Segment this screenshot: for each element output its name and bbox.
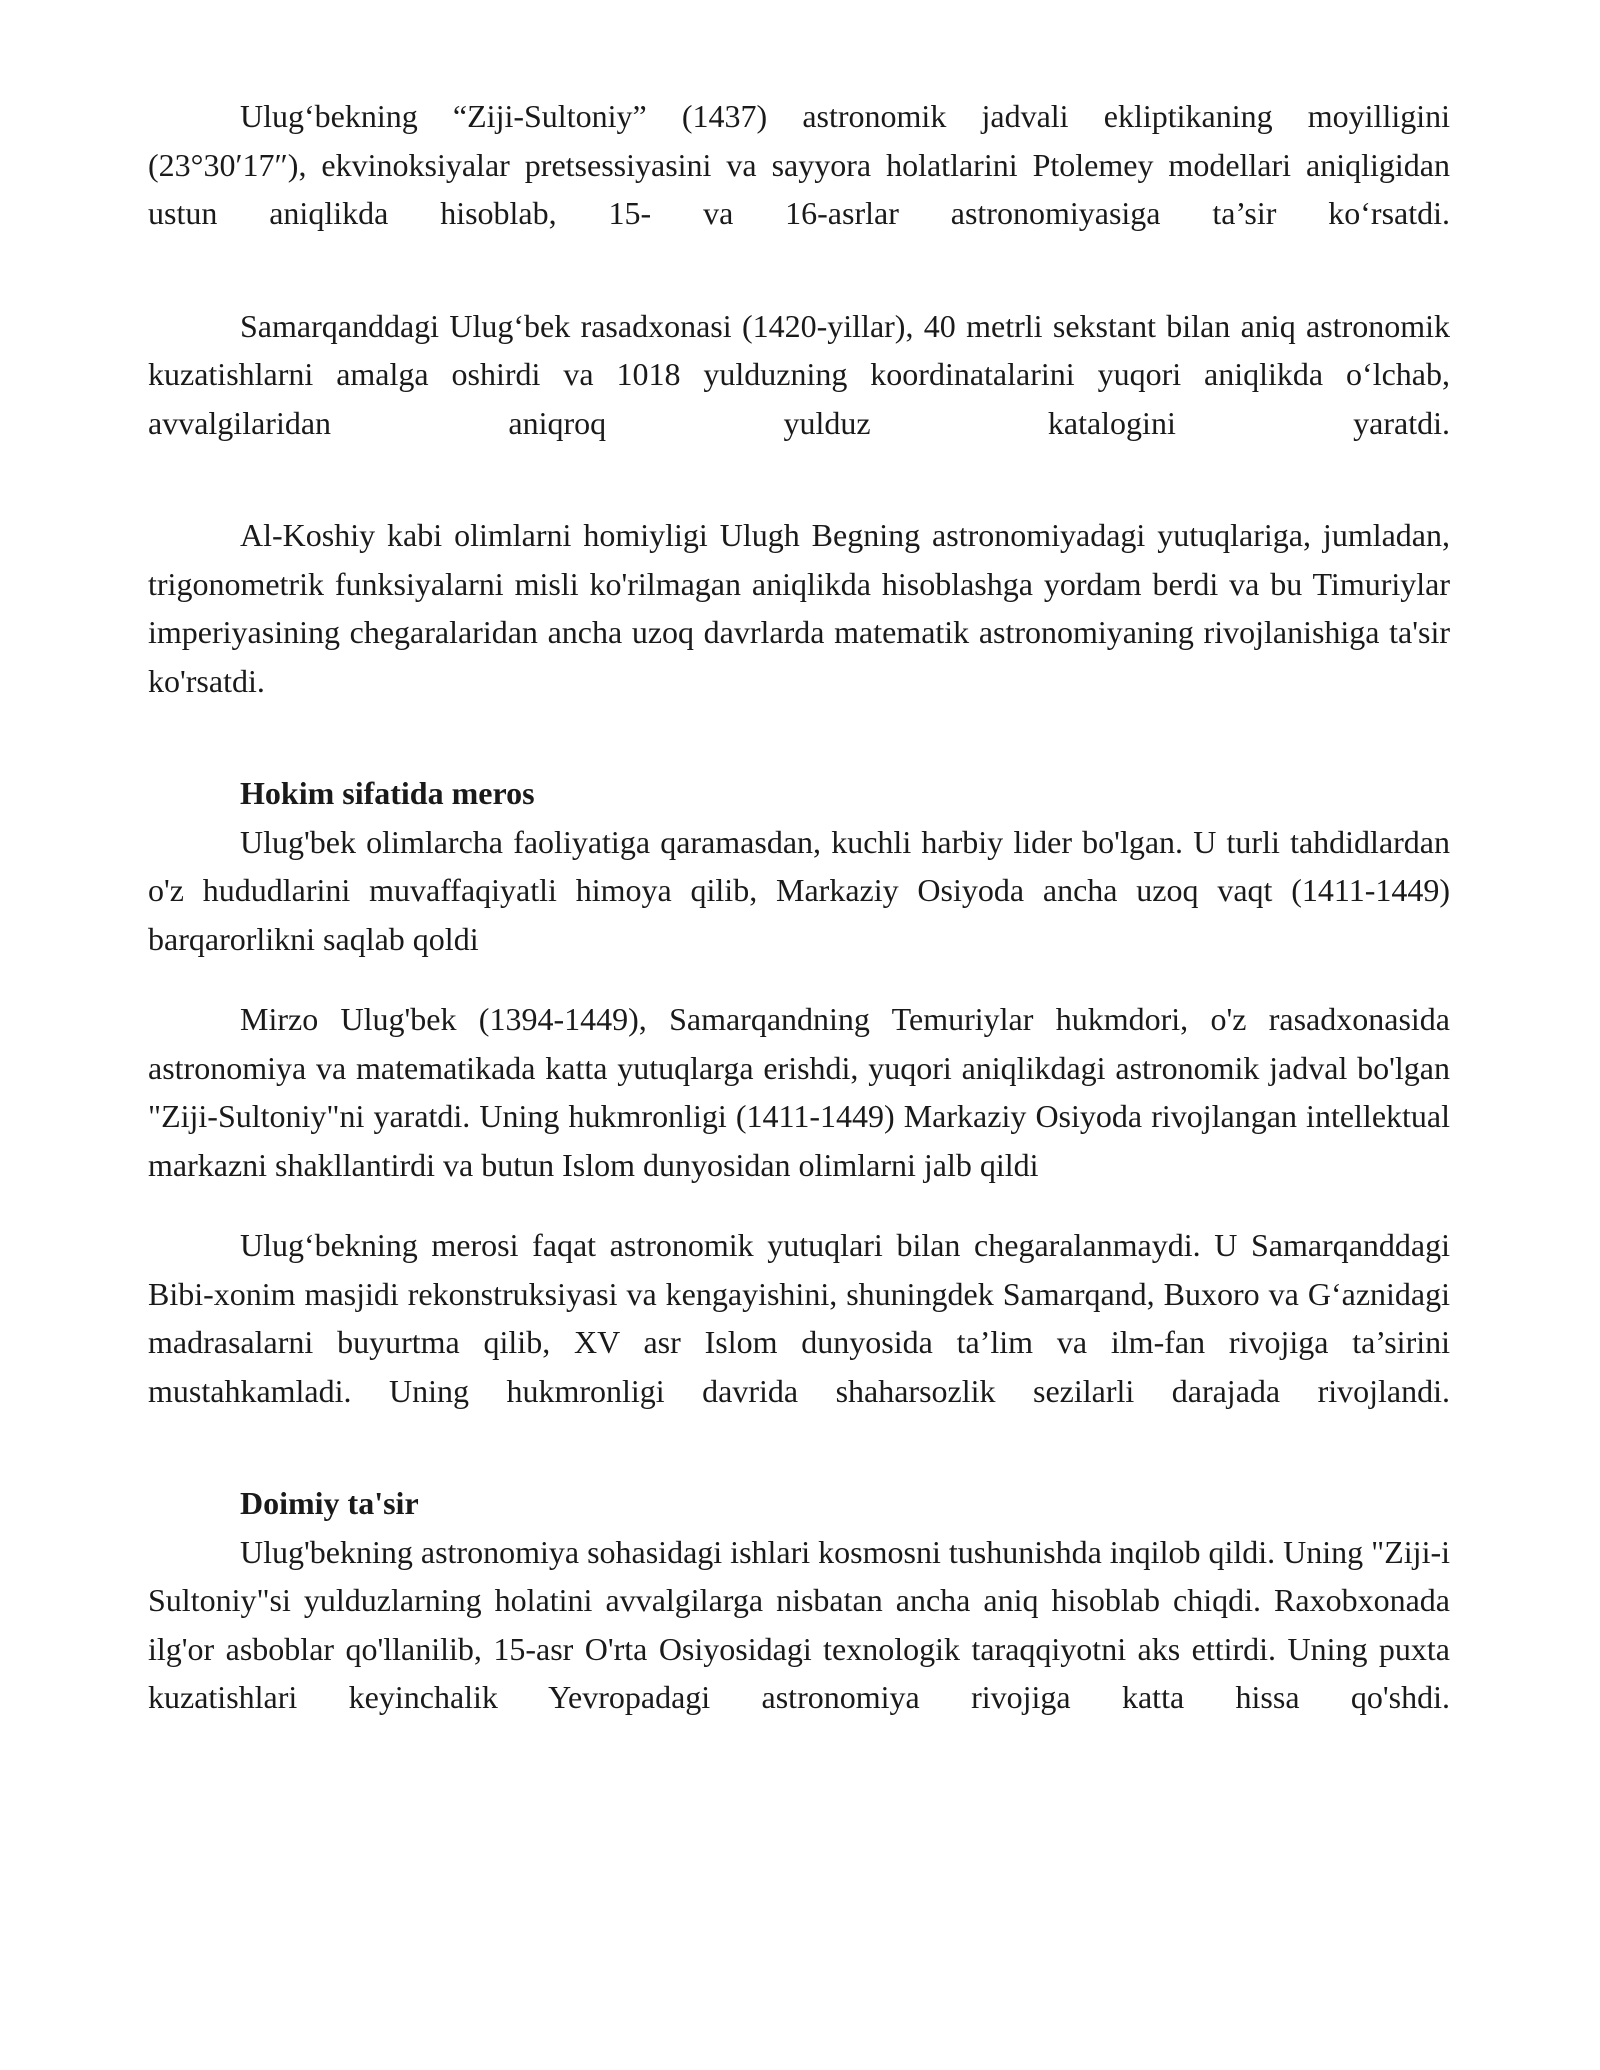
section-heading-lasting-impact: Doimiy ta'sir bbox=[240, 1485, 419, 1521]
paragraph-gap bbox=[148, 1415, 1450, 1479]
paragraph-observatory: Samarqanddagi Ulug‘bek rasadxonasi (1420-yillar), 40 metrli sekstant bilan aniq astronomik kuzatishlarni amalga oshirdi va 1018 yulduzning koordinatalarini yuqori aniqlikda o‘lchab, avvalgilaridan aniqroq yulduz katalogini yaratdi. bbox=[148, 307, 1450, 441]
paragraph-gap bbox=[148, 705, 1450, 769]
section-heading-ruler-legacy: Hokim sifatida meros bbox=[240, 775, 535, 811]
document-page bbox=[148, 92, 1450, 1722]
paragraph-zij-sultoniy: Ulug‘bekning “Ziji-Sultoniy” (1437) astronomik jadvali ekliptikaning moyilligini (23°30′17″), ekvinoksiyalar pretsessiyasini va sayyora holatlarini Ptolemey modellari aniqligidan ustun aniqlikda hisoblab, 15- va 16-asrlar astronomiyasiga ta’sir ko‘rsatdi. bbox=[148, 98, 1450, 231]
paragraph-gap bbox=[148, 447, 1450, 511]
paragraph-gap bbox=[148, 963, 1450, 995]
paragraph-military-leader: Ulug'bek olimlarcha faoliyatiga qaramasdan, kuchli harbiy lider bo'lgan. U turli tahdidlardan o'z hududlarini muvaffaqiyatli himoya qilib, Markaziy Osiyoda ancha uzoq vaqt (1411-1449) barqarorlikni saqlab qoldi bbox=[148, 823, 1450, 957]
paragraph-mirzo-ulugbek: Mirzo Ulug'bek (1394-1449), Samarqandning Temuriylar hukmdori, o'z rasadxonasida astronomiya va matematikada katta yutuqlarga erishdi, yuqori aniqlikdagi astronomik jadval bo'lgan "Ziji-Sultoniy"ni yaratdi. Uning hukmronligi (1411-1449) Markaziy Osiyoda rivojlangan intellektual markazni shakllantirdi va butun Islom dunyosidan olimlarni jalb qildi bbox=[148, 1001, 1450, 1183]
paragraph-legacy-architecture: Ulug‘bekning merosi faqat astronomik yutuqlari bilan chegaralanmaydi. U Samarqanddagi Bibi-xonim masjidi rekonstruksiyasi va kengayishini, shuningdek Samarqand, Buxoro va G‘aznidagi madrasalarni buyurtma qilib, XV asr Islom dunyosida ta’lim va ilm-fan rivojiga ta’sirini mustahkamladi. Uning hukmronligi davrida shaharsozlik sezilarli darajada rivojlandi. bbox=[148, 1227, 1450, 1409]
paragraph-gap bbox=[148, 238, 1450, 302]
paragraph-al-koshiy: Al-Koshiy kabi olimlarni homiyligi Ulugh Begning astronomiyadagi yutuqlariga, jumladan, trigonometrik funksiyalarni misli ko'rilmagan aniqlikda hisoblashga yordam berdi va bu Timuriylar imperiyasining chegaralaridan ancha uzoq davrlarda matematik astronomiyaning rivojlanishiga ta'sir ko'rsatdi. bbox=[148, 517, 1450, 699]
paragraph-gap bbox=[148, 1189, 1450, 1221]
paragraph-lasting-impact: Ulug'bekning astronomiya sohasidagi ishlari kosmosni tushunishda inqilob qildi. Uning "Ziji-i Sultoniy"si yulduzlarning holatini avvalgilarga nisbatan ancha aniq hisoblab chiqdi. Raxobxonada ilg'or asboblar qo'llanilib, 15-asr O'rta Osiyosidagi texnologik taraqqiyotni aks ettirdi. Uning puxta kuzatishlari keyinchalik Yevropadagi astronomiya rivojiga katta hissa qo'shdi. bbox=[148, 1533, 1450, 1715]
